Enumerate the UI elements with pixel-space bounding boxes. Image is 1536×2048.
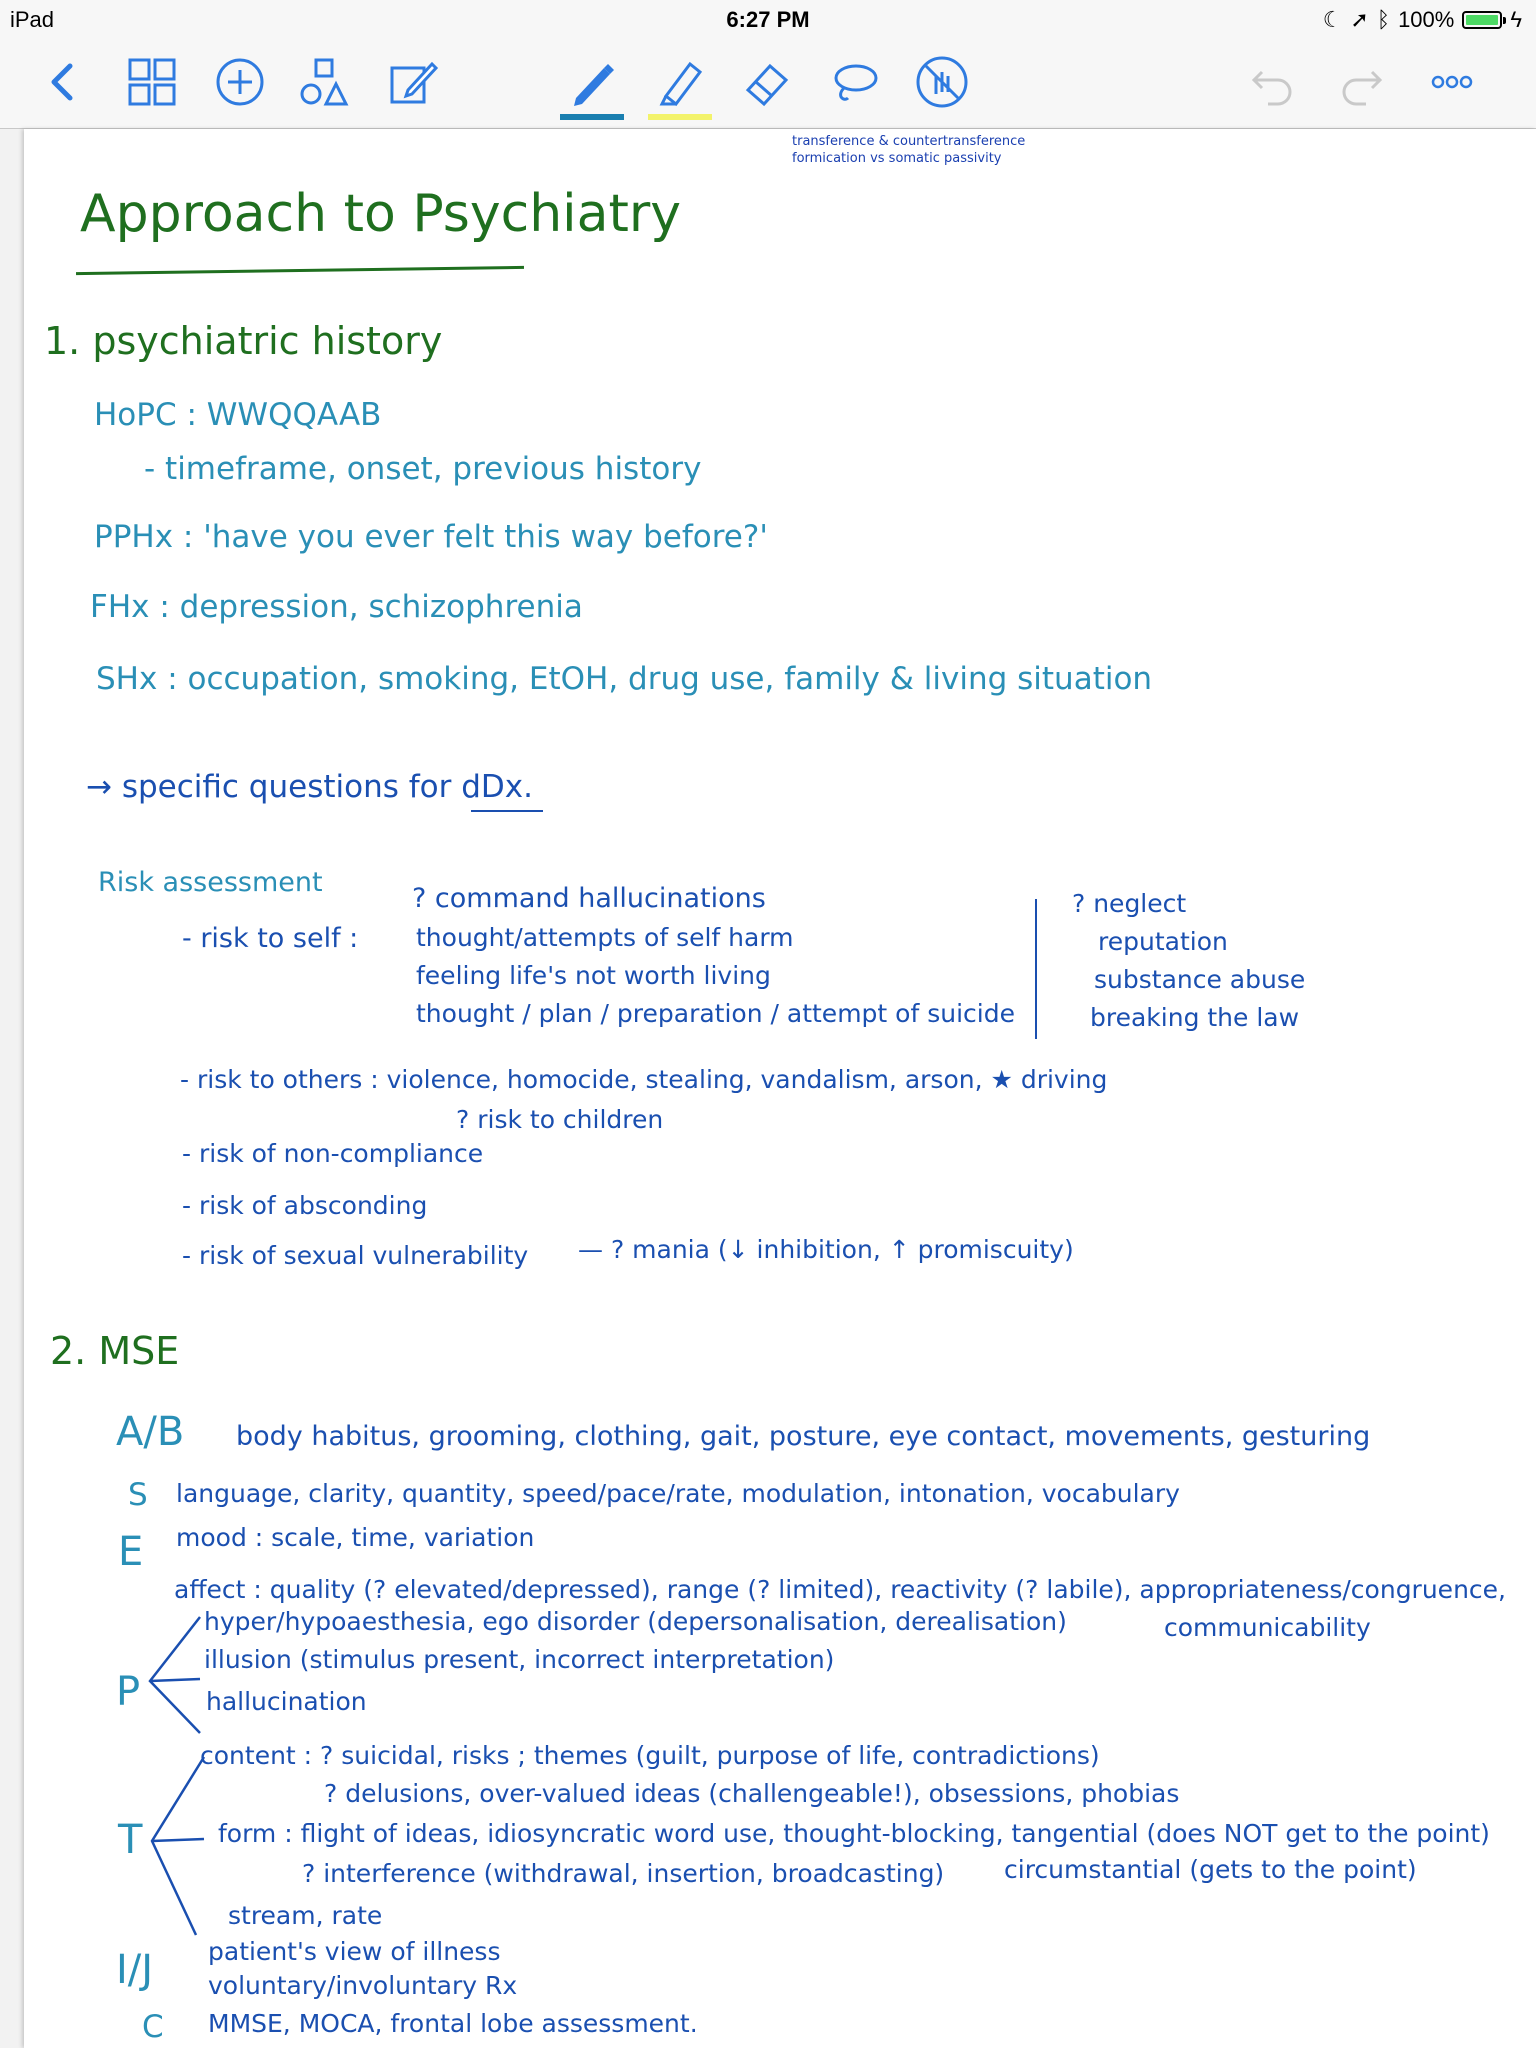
- location-icon: ➚: [1350, 7, 1369, 32]
- mse-t-form-3: circumstantial (gets to the point): [1004, 1855, 1417, 1884]
- risk-self-item: feeling life's not worth living: [416, 961, 771, 990]
- mse-ij-item: patient's view of illness: [208, 1937, 501, 1966]
- divider-line: [1035, 899, 1037, 1039]
- undo-icon[interactable]: [1240, 50, 1304, 114]
- mse-t-content-2: ? delusions, over-valued ideas (challengeable!), obsessions, phobias: [324, 1779, 1180, 1808]
- charging-icon: ϟ: [1510, 7, 1522, 32]
- add-icon[interactable]: [208, 50, 272, 114]
- risk-self-item: thought / plan / preparation / attempt of suicide: [416, 999, 1015, 1028]
- mse-label-s: S: [128, 1477, 148, 1513]
- title-underline: [76, 266, 524, 275]
- fhx-line: FHx : depression, schizophrenia: [90, 589, 583, 625]
- lasso-icon[interactable]: [822, 50, 886, 114]
- risk-others-line: - risk to others : violence, homocide, stealing, vandalism, arson, ★ driving: [180, 1065, 1108, 1094]
- risk-noncompliance-line: - risk of non-compliance: [182, 1139, 484, 1168]
- section-heading-mse: 2. MSE: [50, 1329, 180, 1373]
- clock: 6:27 PM: [726, 7, 810, 32]
- mse-e-affect: affect : quality (? elevated/depressed), range (? limited), reactivity (? labile), appropriateness/congruence,: [174, 1575, 1506, 1604]
- page-title: Approach to Psychiatry: [80, 184, 682, 244]
- moon-icon: ☾: [1322, 7, 1343, 32]
- eraser-icon[interactable]: [736, 50, 800, 114]
- mse-p-item: hyper/hypoaesthesia, ego disorder (depersonalisation, derealisation): [204, 1607, 1067, 1636]
- mse-c-text: MMSE, MOCA, frontal lobe assessment.: [208, 2009, 698, 2038]
- risk-self-right-item: substance abuse: [1094, 965, 1306, 994]
- note-page[interactable]: [24, 129, 1536, 2048]
- section-heading-history: 1. psychiatric history: [44, 319, 443, 363]
- risk-self-right-item: reputation: [1098, 927, 1228, 956]
- shapes-icon[interactable]: [292, 50, 356, 114]
- grid-icon[interactable]: [120, 50, 184, 114]
- battery-percent: 100%: [1398, 7, 1455, 32]
- risk-self-right-item: breaking the law: [1090, 1003, 1300, 1032]
- more-icon[interactable]: [1420, 50, 1484, 114]
- mse-label-c: C: [142, 2009, 164, 2045]
- risk-heading: Risk assessment: [98, 867, 323, 898]
- no-touch-icon[interactable]: [910, 50, 974, 114]
- mse-label-e: E: [118, 1529, 144, 1575]
- risk-absconding-line: - risk of absconding: [182, 1191, 428, 1220]
- risk-self-label: - risk to self :: [182, 923, 359, 954]
- back-icon[interactable]: [32, 50, 96, 114]
- risk-self-right-item: ? neglect: [1072, 889, 1187, 918]
- top-note-1: transference & countertransference: [792, 134, 1026, 149]
- toolbar: [0, 40, 1536, 129]
- top-note-2: formication vs somatic passivity: [792, 151, 1002, 166]
- mse-t-stream: stream, rate: [228, 1901, 383, 1930]
- risk-sexual-note: — ? mania (↓ inhibition, ↑ promiscuity): [578, 1235, 1074, 1264]
- bluetooth-icon: ᛒ: [1376, 7, 1391, 32]
- risk-self-item: ? command hallucinations: [412, 883, 766, 914]
- pen-icon[interactable]: [560, 50, 624, 114]
- ddx-line: → specific questions for dDx.: [86, 769, 533, 805]
- mse-label-p: P: [116, 1669, 141, 1715]
- p-bracket: [144, 1609, 204, 1739]
- mse-t-form-2: ? interference (withdrawal, insertion, broadcasting): [302, 1859, 945, 1888]
- risk-sexual-line: - risk of sexual vulnerability: [182, 1241, 529, 1270]
- highlighter-icon[interactable]: [648, 50, 712, 114]
- mse-ij-item: voluntary/involuntary Rx: [208, 1971, 518, 2000]
- mse-label-t: T: [118, 1817, 143, 1863]
- edit-icon[interactable]: [380, 50, 444, 114]
- redo-icon[interactable]: [1330, 50, 1394, 114]
- mse-s-text: language, clarity, quantity, speed/pace/rate, modulation, intonation, vocabulary: [176, 1479, 1180, 1508]
- mse-label-ab: A/B: [116, 1409, 185, 1455]
- mse-e-affect-2: communicability: [1164, 1613, 1371, 1642]
- hopc-sub-line: - timeframe, onset, previous history: [144, 451, 702, 487]
- t-bracket: [144, 1749, 208, 1939]
- highlighter-color-indicator: [648, 114, 712, 120]
- mse-t-form: form : flight of ideas, idiosyncratic word use, thought-blocking, tangential (does NOT get to the point): [218, 1819, 1490, 1848]
- mse-p-item: hallucination: [206, 1687, 367, 1716]
- mse-p-item: illusion (stimulus present, incorrect interpretation): [204, 1645, 835, 1674]
- device-label: iPad: [10, 7, 55, 32]
- hopc-line: HoPC : WWQQAAB: [94, 397, 382, 433]
- risk-self-item: thought/attempts of self harm: [416, 923, 794, 952]
- battery-icon: [1462, 11, 1502, 29]
- mse-label-ij: I/J: [116, 1947, 154, 1993]
- risk-others-sub: ? risk to children: [456, 1105, 664, 1134]
- pphx-line: PPHx : 'have you ever felt this way before?': [94, 519, 768, 555]
- shx-line: SHx : occupation, smoking, EtOH, drug use, family & living situation: [96, 661, 1153, 697]
- ddx-underline: [471, 810, 543, 812]
- mse-t-content: content : ? suicidal, risks ; themes (guilt, purpose of life, contradictions): [200, 1741, 1100, 1770]
- status-bar: [0, 0, 1536, 40]
- mse-ab-text: body habitus, grooming, clothing, gait, posture, eye contact, movements, gesturing: [236, 1421, 1371, 1452]
- status-right: [1323, 7, 1522, 33]
- pen-color-indicator: [560, 114, 624, 120]
- mse-e-mood: mood : scale, time, variation: [176, 1523, 535, 1552]
